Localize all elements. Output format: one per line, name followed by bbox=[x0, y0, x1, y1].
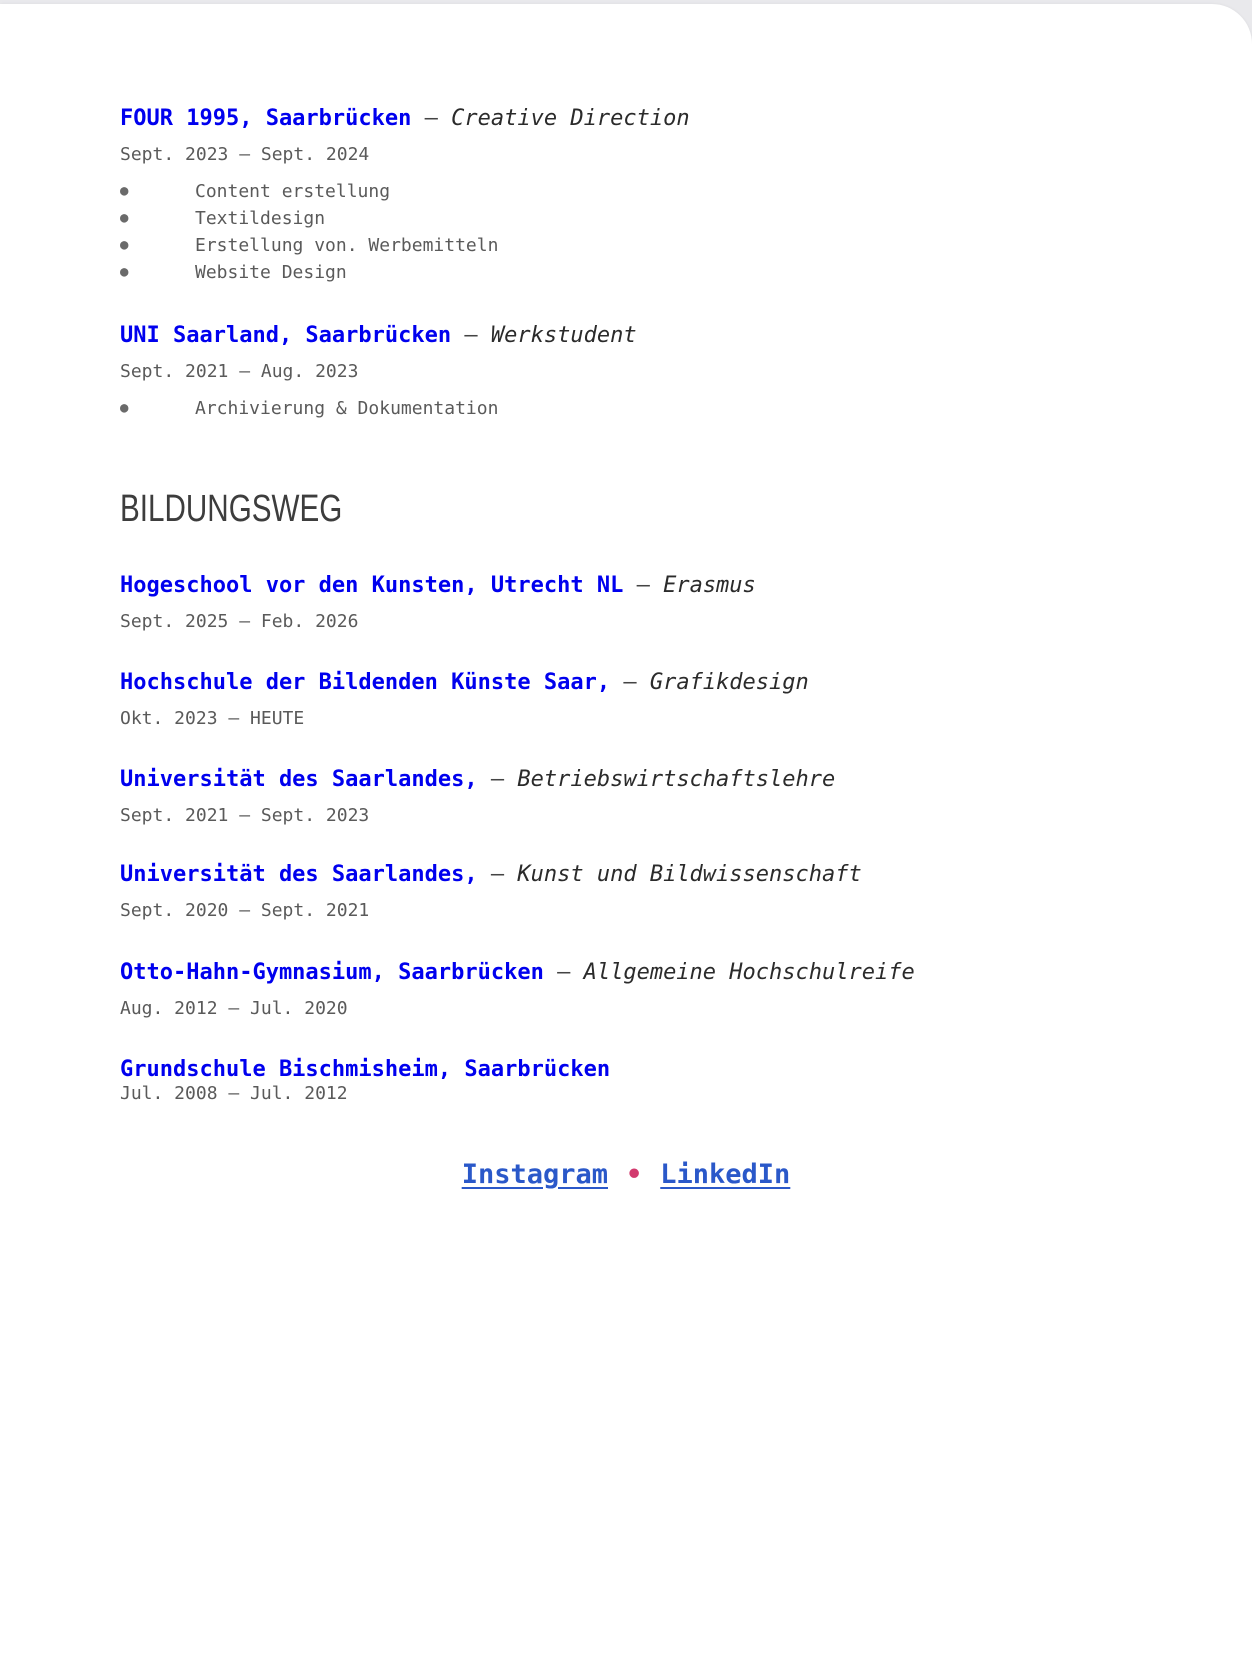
education-entry bbox=[120, 767, 835, 827]
entry-heading bbox=[120, 767, 835, 793]
role-title: Kunst und Bildwissenschaft bbox=[517, 862, 862, 887]
role-title: Creative Direction bbox=[451, 106, 690, 131]
task-item: ● Content erstellung bbox=[120, 178, 690, 205]
linkedin-link[interactable]: LinkedIn bbox=[660, 1159, 791, 1190]
experience-entry bbox=[120, 106, 690, 286]
entry-heading bbox=[120, 960, 915, 986]
entry-heading bbox=[120, 323, 637, 349]
education-entry bbox=[120, 960, 915, 1020]
dash-separator: — bbox=[424, 106, 438, 131]
org-name: UNI Saarland, Saarbrücken bbox=[120, 323, 452, 348]
org-name: Otto-Hahn-Gymnasium, Saarbrücken bbox=[120, 960, 544, 985]
dash-separator: — bbox=[490, 767, 505, 792]
org-name: FOUR 1995, Saarbrücken bbox=[120, 106, 412, 131]
dash-separator: — bbox=[464, 323, 478, 348]
task-item: ● Textildesign bbox=[120, 205, 690, 232]
social-links bbox=[0, 1158, 1252, 1192]
education-entry bbox=[120, 573, 756, 633]
cv-page bbox=[0, 4, 1252, 1674]
dash-separator: — bbox=[623, 670, 637, 695]
role-title: Werkstudent bbox=[490, 323, 637, 348]
role-title: Betriebswirtschaftslehre bbox=[517, 767, 836, 792]
role-title: Grafikdesign bbox=[649, 670, 809, 695]
date-range: Sept. 2021 – Aug. 2023 bbox=[120, 361, 359, 382]
dash-separator: – bbox=[636, 573, 650, 598]
org-name: Universität des Saarlandes, bbox=[120, 862, 478, 887]
task-item: ● Website Design bbox=[120, 259, 690, 286]
date-range: Sept. 2020 – Sept. 2021 bbox=[120, 900, 370, 921]
dash-separator: – bbox=[490, 862, 505, 887]
date-range: Sept. 2023 – Sept. 2024 bbox=[120, 144, 370, 165]
date-range: Sept. 2021 – Sept. 2023 bbox=[120, 805, 370, 826]
org-name: Universität des Saarlandes, bbox=[120, 767, 478, 792]
task-item: ● Archivierung & Dokumentation bbox=[120, 395, 637, 422]
task-list bbox=[120, 178, 690, 286]
org-name: Hogeschool vor den Kunsten, Utrecht NL bbox=[120, 573, 624, 598]
org-name: Grundschule Bischmisheim, Saarbrücken bbox=[120, 1057, 611, 1082]
education-entry bbox=[120, 1057, 610, 1105]
education-entry bbox=[120, 862, 862, 922]
role-title: Allgemeine Hochschulreife bbox=[583, 960, 915, 985]
bullet-separator: • bbox=[626, 1159, 643, 1190]
org-name: Hochschule der Bildenden Künste Saar, bbox=[120, 670, 611, 695]
education-entry bbox=[120, 670, 809, 730]
entry-heading bbox=[120, 573, 756, 599]
entry-heading bbox=[120, 670, 809, 696]
entry-heading bbox=[120, 106, 690, 132]
experience-entry bbox=[120, 323, 637, 422]
date-range: Aug. 2012 – Jul. 2020 bbox=[120, 998, 348, 1019]
task-list bbox=[120, 395, 637, 422]
entry-heading bbox=[120, 1057, 610, 1083]
instagram-link[interactable]: Instagram bbox=[461, 1159, 608, 1190]
date-range: Okt. 2023 – HEUTE bbox=[120, 708, 305, 729]
date-range: Jul. 2008 – Jul. 2012 bbox=[120, 1083, 348, 1104]
task-item: ● Erstellung von. Werbemitteln bbox=[120, 232, 690, 259]
dash-separator: – bbox=[557, 960, 571, 985]
section-title-education: BILDUNGSWEG bbox=[120, 488, 343, 530]
entry-heading bbox=[120, 862, 862, 888]
date-range: Sept. 2025 – Feb. 2026 bbox=[120, 611, 359, 632]
role-title: Erasmus bbox=[663, 573, 756, 598]
